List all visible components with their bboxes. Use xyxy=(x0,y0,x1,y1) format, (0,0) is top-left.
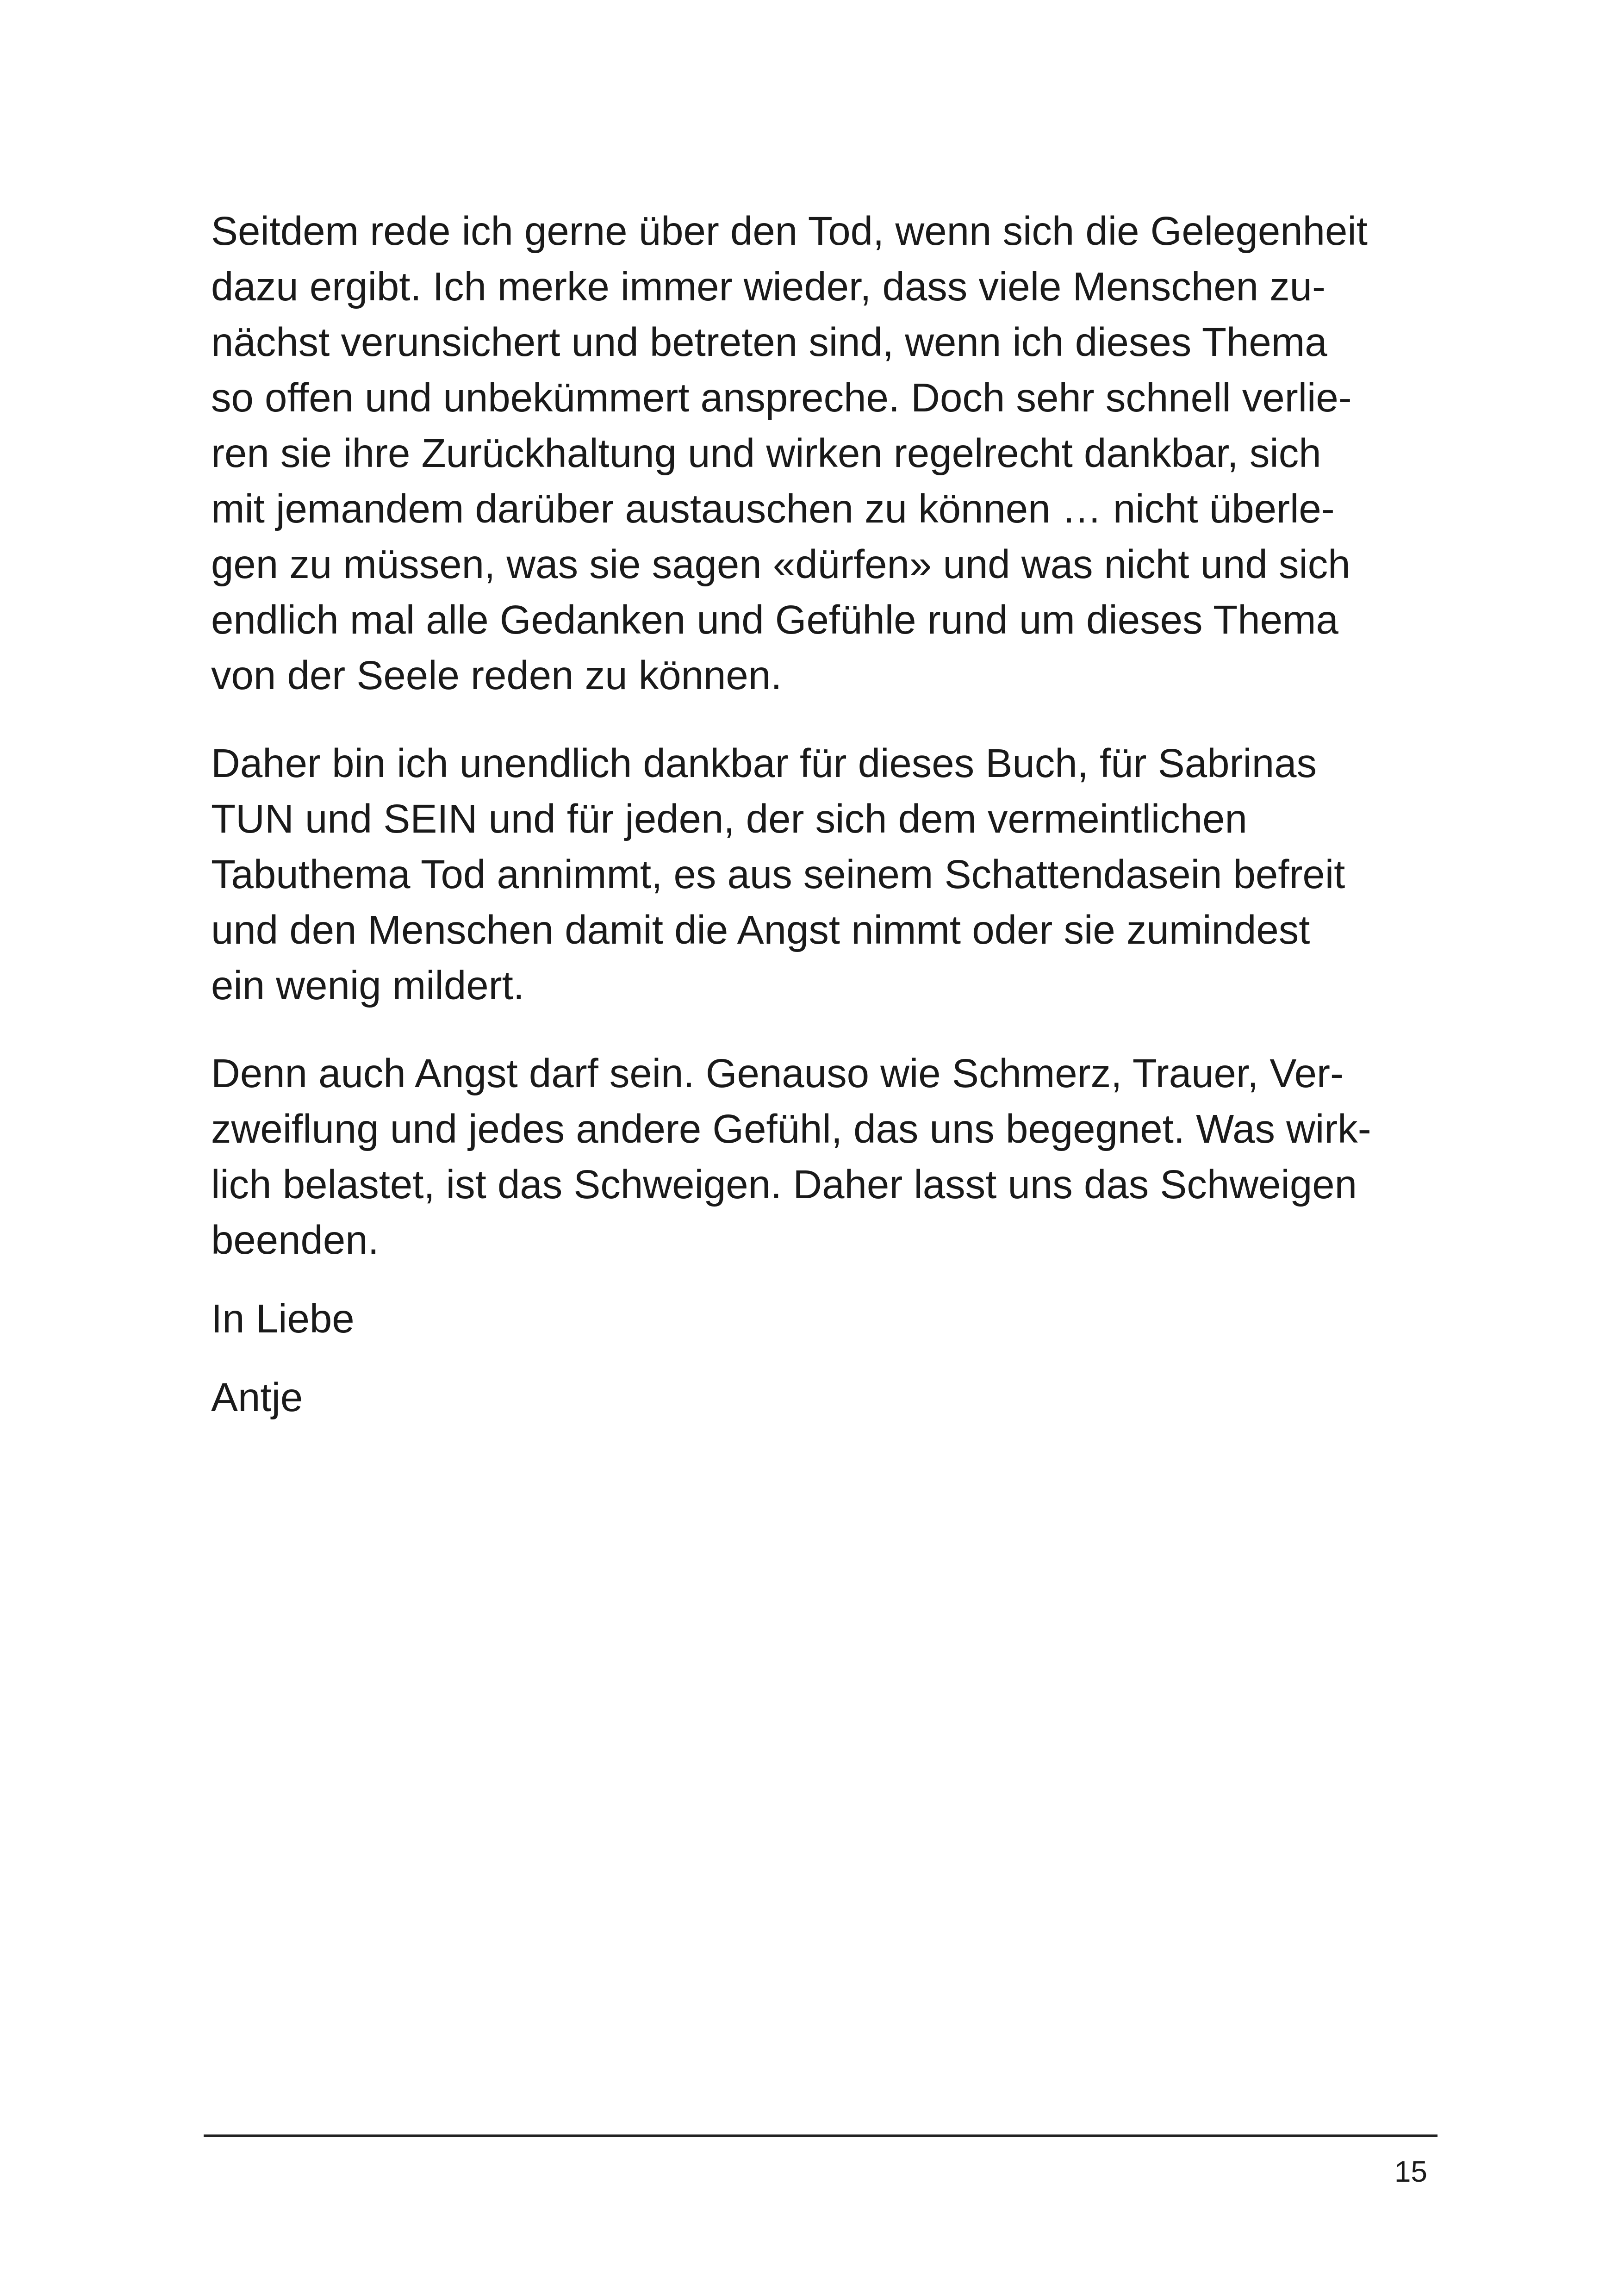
text-line: mit jemandem darüber austauschen zu können … nicht überle- xyxy=(211,486,1335,531)
text-line: ren sie ihre Zurückhaltung und wirken regelrecht dankbar, sich xyxy=(211,431,1321,476)
text-line: Tabuthema Tod annimmt, es aus seinem Schattendasein befreit xyxy=(211,852,1345,897)
page-number: 15 xyxy=(1394,2155,1427,2188)
text-line: lich belastet, ist das Schweigen. Daher lasst uns das Schweigen xyxy=(211,1162,1357,1207)
text-line: Denn auch Angst darf sein. Genauso wie Schmerz, Trauer, Ver- xyxy=(211,1051,1344,1096)
text-line: dazu ergibt. Ich merke immer wieder, dass viele Menschen zu- xyxy=(211,264,1326,309)
text-line: Daher bin ich unendlich dankbar für dieses Buch, für Sabrinas xyxy=(211,741,1317,786)
footer-rule xyxy=(204,2134,1438,2137)
text-line: endlich mal alle Gedanken und Gefühle rund um dieses Thema xyxy=(211,597,1338,642)
text-line: In Liebe xyxy=(211,1296,355,1341)
text-line: beenden. xyxy=(211,1218,379,1263)
text-line: zweiflung und jedes andere Gefühl, das uns begegnet. Was wirk- xyxy=(211,1107,1371,1151)
text-line: ein wenig mildert. xyxy=(211,963,524,1008)
text-line: und den Menschen damit die Angst nimmt oder sie zumindest xyxy=(211,908,1310,952)
text-line: von der Seele reden zu können. xyxy=(211,653,782,698)
text-line: nächst verunsichert und betreten sind, wenn ich dieses Thema xyxy=(211,320,1327,365)
text-line: Antje xyxy=(211,1375,303,1420)
text-line: TUN und SEIN und für jeden, der sich dem vermeintlichen xyxy=(211,796,1247,841)
text-line: so offen und unbekümmert anspreche. Doch sehr schnell verlie- xyxy=(211,375,1352,420)
text-line: gen zu müssen, was sie sagen «dürfen» und was nicht und sich xyxy=(211,542,1350,587)
text-line: Seitdem rede ich gerne über den Tod, wenn sich die Gelegenheit xyxy=(211,209,1368,254)
